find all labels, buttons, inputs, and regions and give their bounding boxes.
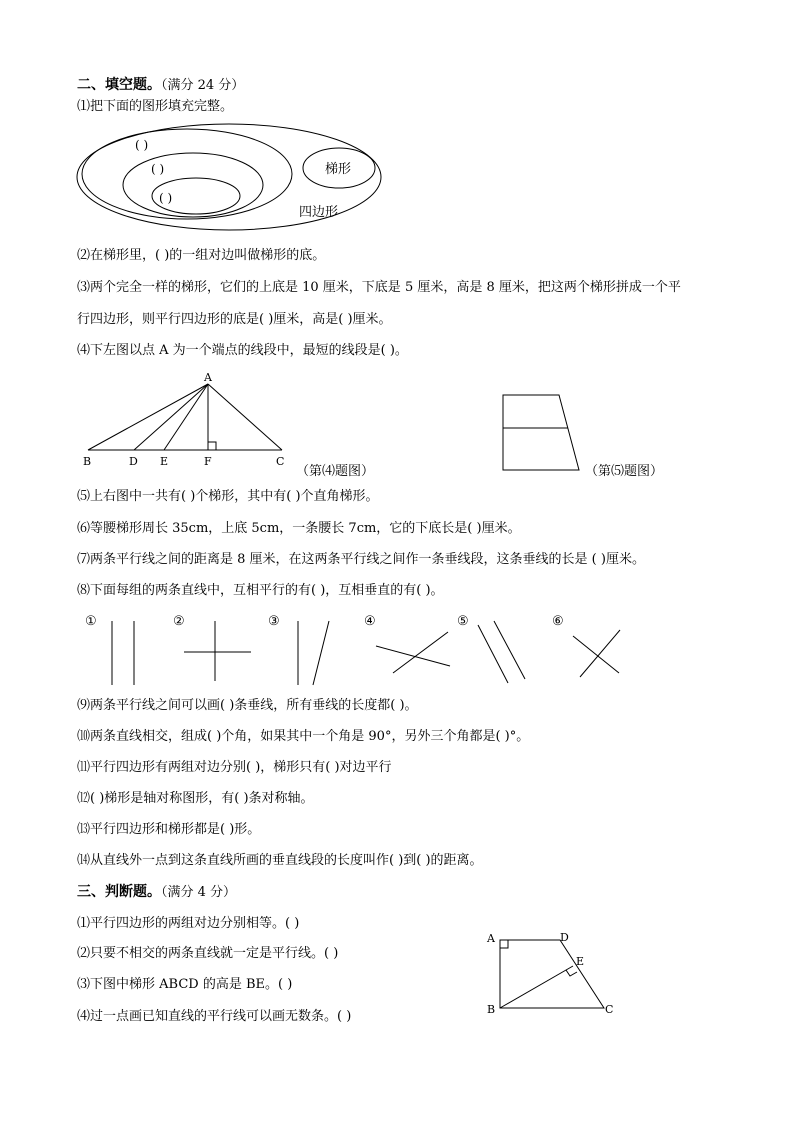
section-3-title: 三、判断题。: [77, 884, 161, 900]
section-3-heading: [77, 884, 236, 901]
question-10: ⑽两条直线相交，组成( )个角，如果其中一个角是 90°，另外三个角都是( )°。: [77, 729, 530, 744]
trapezoid-label: 梯形: [325, 162, 352, 177]
question-11: ⑾平行四边形有两组对边分别( )，梯形只有( )对边平行: [77, 760, 392, 775]
pair-5-label: ⑤: [457, 614, 469, 629]
question-5-figure-caption: （第⑸题图）: [585, 464, 664, 479]
point-a-label: A: [204, 371, 212, 384]
ellipse-middle: [123, 153, 263, 217]
question-13: ⒀平行四边形和梯形都是( )形。: [77, 822, 261, 837]
question-7: ⑺两条平行线之间的距离是 8 厘米，在这两条平行线之间作一条垂线段，这条垂线的长是 ( )厘米。: [77, 552, 645, 567]
point-c-label: C: [605, 1003, 614, 1016]
point-b-label: B: [83, 455, 92, 468]
triangle-figure: [78, 368, 298, 472]
section-2-score: （满分 24 分）: [161, 78, 245, 93]
question-3-line-1: ⑶两个完全一样的梯形，它们的上底是 10 厘米，下底是 5 厘米，高是 8 厘米，把这两个梯形拼成一个平: [77, 280, 681, 295]
question-1: ⑴把下面的图形填充完整。: [77, 99, 234, 114]
question-8: ⑻下面每组的两条直线中，互相平行的有( )，互相垂直的有( )。: [77, 583, 444, 598]
judge-question-3: ⑶下图中梯形 ABCD 的高是 BE。( ): [77, 977, 293, 992]
pair-6-label: ⑥: [552, 614, 564, 629]
point-e-label: E: [160, 455, 169, 468]
point-e-label: E: [576, 955, 585, 968]
pair-2-label: ②: [173, 614, 185, 629]
section-2-title: 二、填空题。: [77, 77, 161, 93]
section-2-heading: [77, 77, 244, 94]
question-3-line-2: 行四边形，则平行四边形的底是( )厘米，高是( )厘米。: [77, 312, 392, 327]
quadrilateral-label: 四边形: [299, 205, 339, 220]
point-b-label: B: [487, 1003, 496, 1016]
pair-3-label: ③: [268, 614, 280, 629]
line-pairs-figure: [80, 608, 640, 688]
point-f-label: F: [204, 455, 212, 468]
judge-question-1: ⑴平行四边形的两组对边分别相等。( ): [77, 916, 300, 931]
blank-middle-label: ( ): [151, 162, 165, 176]
pair-4-label: ④: [364, 614, 376, 629]
blank-outer-label: ( ): [135, 138, 149, 152]
question-14: ⒁从直线外一点到这条直线所画的垂直线段的长度叫作( )到( )的距离。: [77, 853, 483, 868]
section-3-score: （满分 4 分）: [161, 885, 237, 900]
point-a-label: A: [487, 932, 495, 945]
point-d-label: D: [129, 455, 138, 468]
judge-question-4: ⑷过一点画已知直线的平行线可以画无数条。( ): [77, 1009, 352, 1024]
blank-inner-label: ( ): [159, 191, 173, 205]
judge-question-2: ⑵只要不相交的两条直线就一定是平行线。( ): [77, 946, 339, 961]
question-9: ⑼两条平行线之间可以画( )条垂线，所有垂线的长度都( )。: [77, 698, 418, 713]
question-12: ⑿( )梯形是轴对称图形，有( )条对称轴。: [77, 791, 314, 806]
set-diagram: [75, 122, 385, 232]
question-5: ⑸上右图中一共有( )个梯形，其中有( )个直角梯形。: [77, 489, 379, 504]
trapezoid-abcd-figure: [484, 926, 619, 1021]
question-2: ⑵在梯形里，( )的一组对边叫做梯形的底。: [77, 248, 326, 263]
point-d-label: D: [560, 931, 569, 944]
pair-1-label: ①: [85, 614, 97, 629]
question-4: ⑷下左图以点 A 为一个端点的线段中，最短的线段是( )。: [77, 343, 408, 358]
question-4-figure-caption: （第⑷题图）: [296, 464, 375, 479]
point-c-label: C: [276, 455, 285, 468]
trapezoid-figure: [500, 392, 584, 474]
question-6: ⑹等腰梯形周长 35cm，上底 5cm，一条腰长 7cm，它的下底长是( )厘米。: [77, 521, 521, 536]
